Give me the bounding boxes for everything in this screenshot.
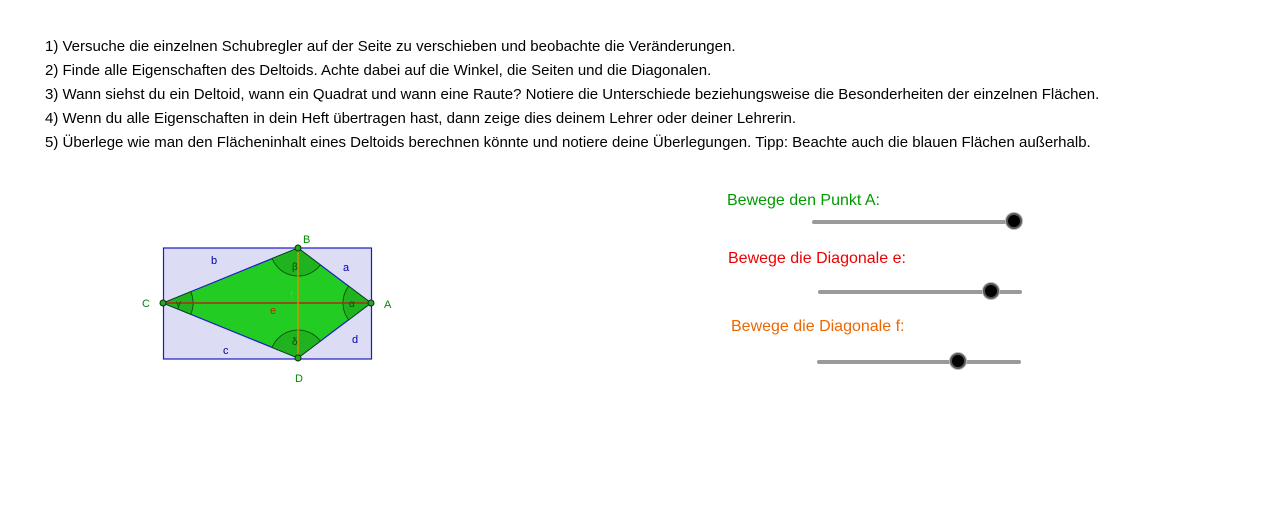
point-label-c: C [142,298,150,310]
slider-diagonal-e[interactable] [818,280,1022,304]
task-list [45,35,1099,155]
slider-label-point-a: Bewege den Punkt A: [727,192,880,209]
slider-thumb[interactable] [983,283,999,299]
side-label-b: b [211,255,218,267]
slider-label-diagonal-f: Bewege die Diagonale f: [731,318,905,335]
side-label-a: a [343,262,350,274]
task-item-4: 4) Wenn du alle Eigenschaften in dein Heft übertragen hast, dann zeige dies deinem Lehrer oder deiner Lehrerin. [45,110,797,127]
slider-diagonal-f[interactable] [817,350,1021,374]
slider-point-a[interactable] [812,210,1014,234]
slider-label-diagonal-e: Bewege die Diagonale e: [728,250,906,267]
slider-thumb[interactable] [1006,213,1022,229]
slider-track [812,220,1014,224]
angle-label-beta: β [292,262,298,273]
slider-thumb[interactable] [950,353,966,369]
task-item-5: 5) Überlege wie man den Flächeninhalt eines Deltoids berechnen könnte und notiere deine Überlegungen. Tipp: Beachte auch die blauen Flächen außerhalb. [45,134,1091,151]
kite-construction [130,225,410,390]
point-label-d: D [295,373,303,385]
task-item-2: 2) Finde alle Eigenschaften des Deltoids. Achte dabei auf die Winkel, die Seiten und die Diagonalen. [45,62,712,79]
side-label-d: d [352,334,359,346]
point-label-a: A [384,299,392,311]
point-c[interactable] [160,300,166,306]
angle-label-delta: δ [292,337,298,348]
point-label-b: B [303,234,311,246]
angle-label-alpha: α [349,299,355,310]
task-item-1: 1) Versuche die einzelnen Schubregler auf der Seite zu verschieben und beobachte die Veränderungen. [45,38,736,55]
diagonal-label-f: f [290,290,294,302]
slider-track [817,360,1021,364]
point-b[interactable] [295,245,301,251]
task-item-3: 3) Wann siehst du ein Deltoid, wann ein Quadrat und wann eine Raute? Notiere die Unterschiede beziehungsweise die Besonderheiten der einzelnen Flächen. [45,86,1100,103]
angle-label-gamma: γ [176,299,181,310]
point-a[interactable] [368,300,374,306]
side-label-c: c [223,345,229,357]
diagonal-label-e: e [270,305,277,317]
point-d[interactable] [295,355,301,361]
